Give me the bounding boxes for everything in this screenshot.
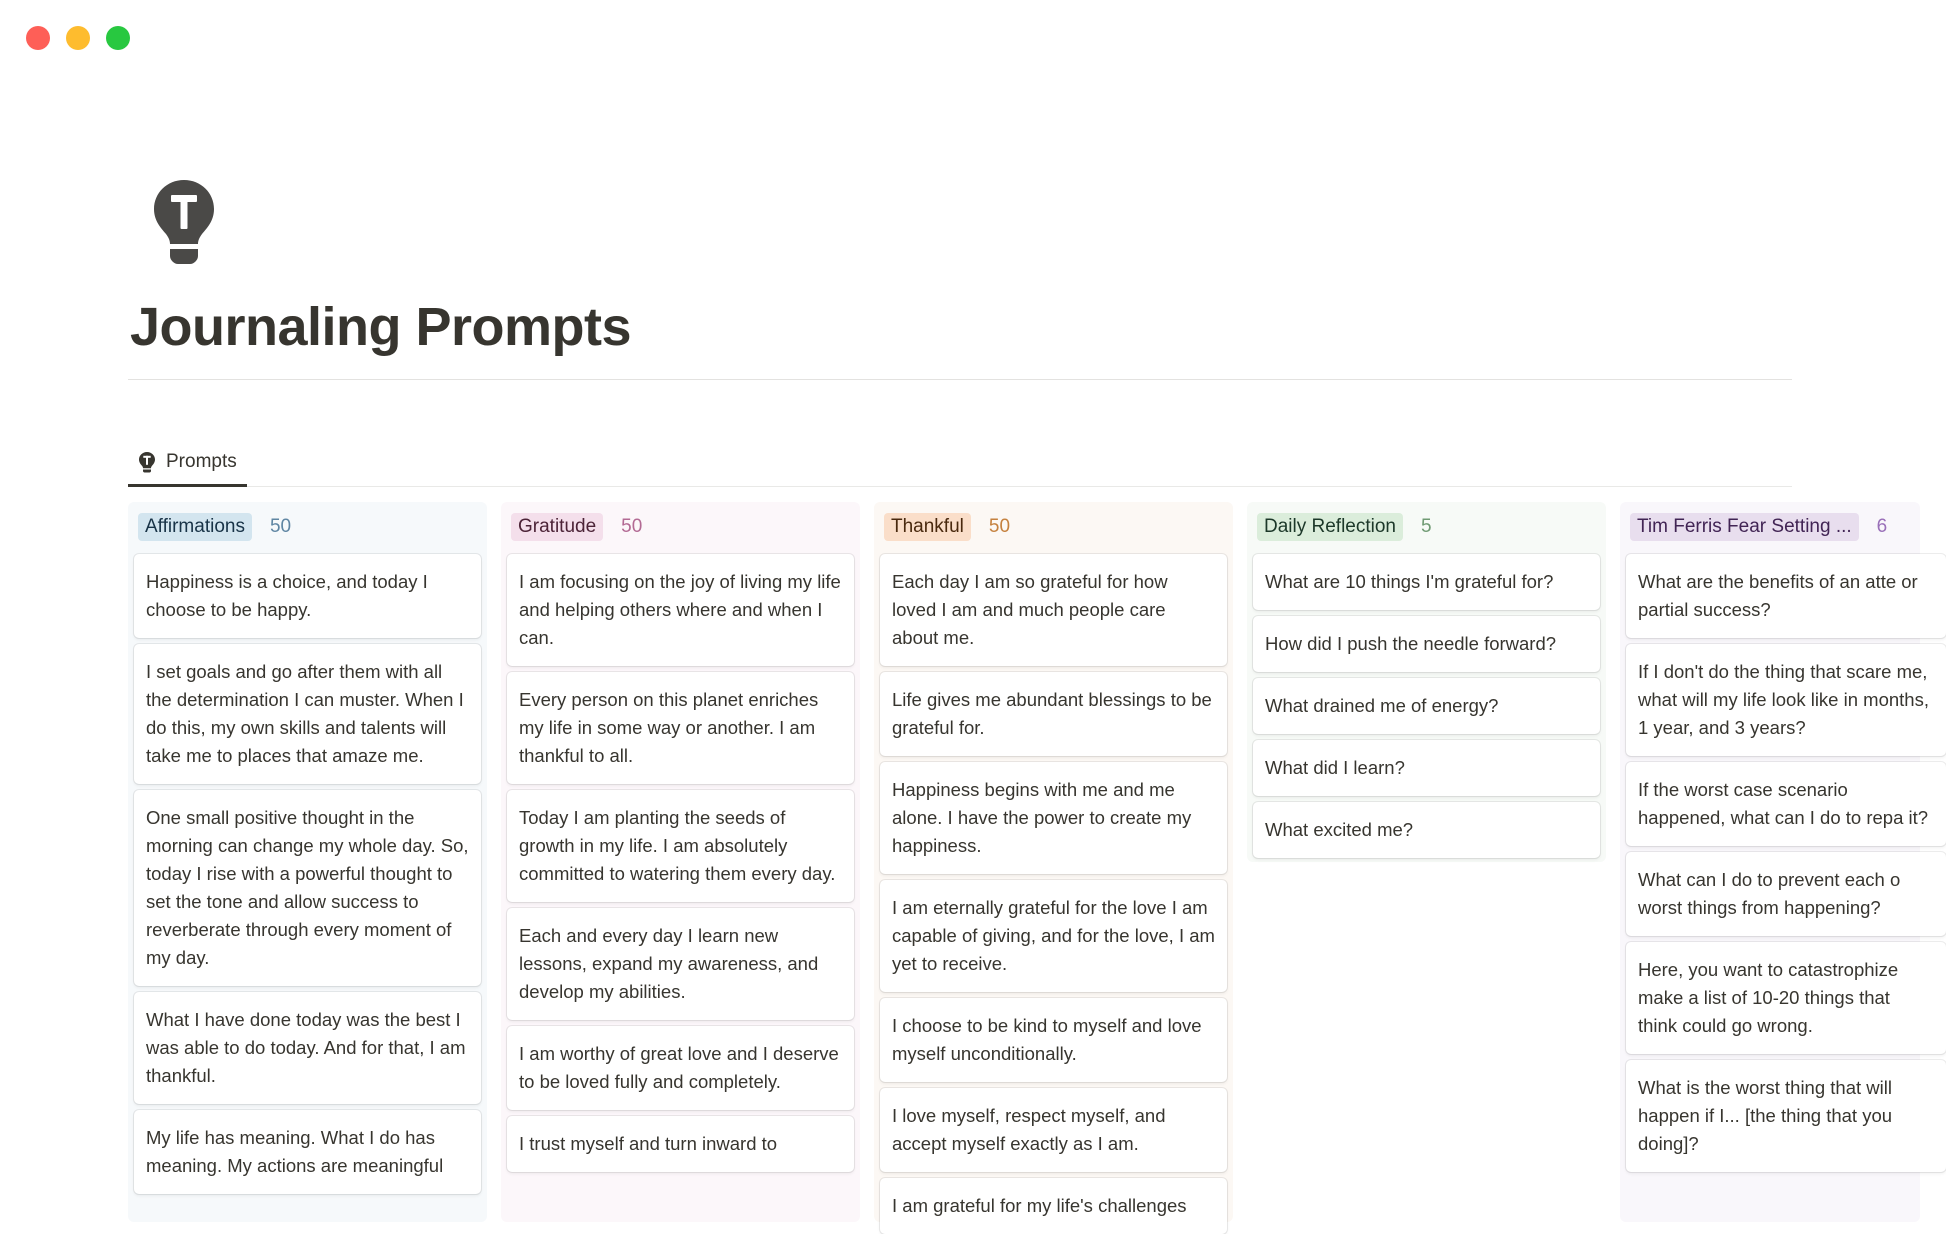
board-card[interactable]: How did I push the needle forward? [1253,616,1600,672]
minimize-window-button[interactable] [66,26,90,50]
board-card[interactable]: My life has meaning. What I do has meaning. My actions are meaningful [134,1110,481,1194]
board-card[interactable]: What did I learn? [1253,740,1600,796]
board-card[interactable]: Every person on this planet enriches my life in some way or another. I am thankful to all. [507,672,854,784]
column-header[interactable] [134,510,481,544]
column-tag: Thankful [884,513,971,541]
board-card[interactable]: What can I do to prevent each o worst things from happening? [1626,852,1946,936]
view-tabs [128,440,1792,487]
kanban-board [128,502,1929,1216]
board-column-affirmations [128,502,487,1222]
board-card[interactable]: Each day I am so grateful for how loved I am and much people care about me. [880,554,1227,666]
board-card[interactable]: Happiness begins with me and me alone. I have the power to create my happiness. [880,762,1227,874]
board-card[interactable]: What is the worst thing that will happen if I... [the thing that you doing]? [1626,1060,1946,1172]
board-column-daily-reflection [1247,502,1606,862]
close-window-button[interactable] [26,26,50,50]
window-controls [26,26,130,50]
board-card[interactable]: What excited me? [1253,802,1600,858]
board-card[interactable]: I set goals and go after them with all the determination I can muster. When I do this, my own skills and talents will take me to places that amaze me. [134,644,481,784]
board-column-thankful [874,502,1233,1222]
column-header[interactable] [507,510,854,544]
tab-prompts[interactable] [128,440,247,487]
column-count: 6 [1876,516,1888,537]
column-count: 50 [621,516,643,537]
board-card[interactable]: What are 10 things I'm grateful for? [1253,554,1600,610]
column-header[interactable] [880,510,1227,544]
lightbulb-icon [138,451,156,473]
page-title: Journaling Prompts [130,297,632,357]
column-header[interactable] [1253,510,1600,544]
board-card[interactable]: What drained me of energy? [1253,678,1600,734]
column-tag: Daily Reflection [1257,513,1403,541]
board-card[interactable]: One small positive thought in the morning can change my whole day. So, today I rise with a powerful thought to set the tone and allow success to reverberate through every moment of my day. [134,790,481,986]
board-card[interactable]: I am worthy of great love and I deserve to be loved fully and completely. [507,1026,854,1110]
column-tag: Tim Ferris Fear Setting ... [1630,513,1859,541]
column-count: 50 [988,516,1011,537]
board-column-tim-ferris-fear-setting [1620,502,1929,1222]
column-header[interactable] [1626,510,1914,544]
maximize-window-button[interactable] [106,26,130,50]
board-card[interactable]: What are the benefits of an atte or partial success? [1626,554,1946,638]
board-card[interactable]: If the worst case scenario happened, what can I do to repa it? [1626,762,1946,846]
board-card[interactable]: I am eternally grateful for the love I am capable of giving, and for the love, I am yet to receive. [880,880,1227,992]
tab-label: Prompts [166,451,237,472]
board-card[interactable]: I am grateful for my life's challenges [880,1178,1227,1234]
board-card[interactable]: Each and every day I learn new lessons, expand my awareness, and develop my abilities. [507,908,854,1020]
board-card[interactable]: What I have done today was the best I was able to do today. And for that, I am thankful. [134,992,481,1104]
title-divider [128,379,1792,380]
lightbulb-icon[interactable] [152,178,216,268]
board-card[interactable]: Life gives me abundant blessings to be grateful for. [880,672,1227,756]
board-card[interactable]: Here, you want to catastrophize make a list of 10-20 things that think could go wrong. [1626,942,1946,1054]
board-column-gratitude [501,502,860,1222]
column-tag: Gratitude [511,513,603,541]
board-card[interactable]: Today I am planting the seeds of growth in my life. I am absolutely committed to watering them every day. [507,790,854,902]
column-count: 5 [1421,516,1432,537]
board-card[interactable]: I am focusing on the joy of living my life and helping others where and when I can. [507,554,854,666]
board-card[interactable]: I choose to be kind to myself and love myself unconditionally. [880,998,1227,1082]
board-card[interactable]: If I don't do the thing that scare me, what will my life look like in months, 1 year, and 3 years? [1626,644,1946,756]
board-card[interactable]: I trust myself and turn inward to [507,1116,854,1172]
board-card[interactable]: Happiness is a choice, and today I choose to be happy. [134,554,481,638]
column-tag: Affirmations [138,513,252,541]
column-count: 50 [269,516,292,537]
board-card[interactable]: I love myself, respect myself, and accept myself exactly as I am. [880,1088,1227,1172]
